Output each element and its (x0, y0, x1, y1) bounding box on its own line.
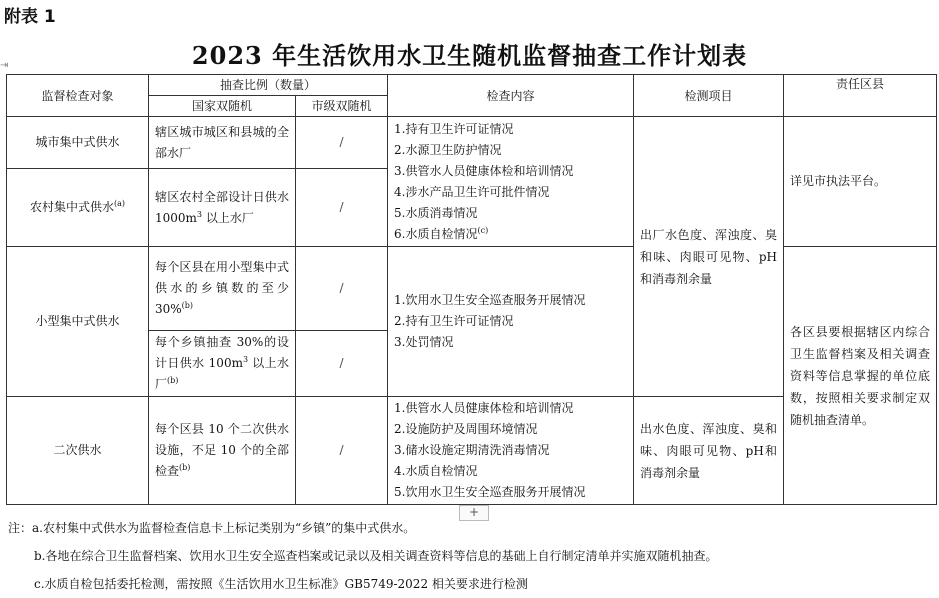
district-central: 详见市执法平台。 (784, 117, 937, 247)
content-central-item: 2.水源卫生防护情况 (394, 142, 502, 157)
city-small-1: / (296, 247, 388, 331)
footnote-line-c: c.水质自检包括委托检测，需按照《生活饮用水卫生标准》GB5749-2022 相关要求进行检测 (34, 577, 528, 591)
city-urban: / (296, 117, 388, 169)
page-title: 2023 年生活饮用水卫生随机监督抽查工作计划表 (191, 41, 748, 70)
city-rural: / (296, 169, 388, 247)
content-small-item: 3.处罚情况 (394, 335, 454, 349)
national-rural: 辖区农村全部设计日供水 $1000m^3$ 以上水厂 (149, 169, 296, 247)
footnote-b: (b) (181, 301, 194, 310)
footnote-line-b: b.各地在综合卫生监督档案、饮用水卫生安全巡查档案或记录以及相关调查资料等信息的基础上自行制定清单并实施双随机抽查。 (34, 549, 718, 563)
header-city: 市级双随机 (296, 96, 388, 117)
appendix-label: 附表 1 (4, 7, 56, 27)
content-central-item: 6.水质自检情况$^{(c)}$ (394, 225, 489, 241)
header-content: 检查内容 (388, 75, 634, 117)
footnotes (8, 514, 718, 598)
content-central-item: 4.涉水产品卫生许可批件情况 (394, 184, 550, 199)
national-small-1: 每个区县在用小型集中式供水的乡镇数的至少 30%$^{(b)}$ (149, 247, 296, 331)
national-secondary: 每个区县 10 个二次供水设施，不足 10 个的全部检查$^{(b)}$ (149, 397, 296, 505)
footnote-c: (c) (477, 225, 489, 235)
content-central-item: 3.供管水人员健康体检和培训情况 (394, 163, 574, 178)
add-row-button[interactable]: + (459, 505, 489, 521)
content-secondary-item: 4.水质自检情况 (394, 464, 478, 478)
district-rest: 各区县要根据辖区内综合卫生监督档案及相关调查资料等信息掌握的单位底数，按照相关要求制定双随机抽查清单。 (784, 247, 937, 505)
header-ratio: 抽查比例（数量） (149, 75, 388, 96)
items-plant: 出厂水色度、浑浊度、臭和味、肉眼可见物、pH和消毒剂余量 (634, 117, 784, 397)
footnote-line-a: 注：a.农村集中式供水为监督检查信息卡上标记类别为“乡镇”的集中式供水。 (8, 521, 416, 535)
city-small-2: / (296, 331, 388, 397)
content-secondary-item: 2.设施防护及周围环境情况 (394, 422, 538, 436)
content-central-item: 5.水质消毒情况 (394, 205, 478, 220)
footnote-b: (b) (179, 463, 191, 472)
footnote-b: (b) (167, 376, 179, 385)
national-small-2: 每个乡镇抽查 30%的设计日供水 $100m^3$ 以上水厂$^{(b)}$ (149, 331, 296, 397)
footnote-a: (a) (114, 199, 126, 208)
content-small-item: 2.持有卫生许可证情况 (394, 314, 514, 328)
content-secondary (388, 397, 634, 505)
items-secondary: 出水色度、浑浊度、臭和味、肉眼可见物、pH和消毒剂余量 (634, 397, 784, 505)
content-secondary-item: 3.储水设施定期清洗消毒情况 (394, 443, 550, 457)
header-items: 检测项目 (634, 75, 784, 117)
content-small-item: 1.饮用水卫生安全巡查服务开展情况 (394, 293, 586, 307)
content-central-item: 1.持有卫生许可证情况 (394, 121, 514, 136)
national-urban: 辖区城市城区和县城的全部水厂 (149, 117, 296, 169)
object-small: 小型集中式供水 (7, 247, 149, 397)
header-object: 监督检查对象 (7, 75, 149, 117)
header-district: 责任区县 (784, 75, 937, 117)
content-secondary-item: 1.供管水人员健康体检和培训情况 (394, 401, 574, 415)
row-resize-icon[interactable]: ⇥ (0, 60, 9, 71)
inspection-plan-table (6, 74, 937, 505)
content-secondary-item: 5.饮用水卫生安全巡查服务开展情况 (394, 485, 586, 499)
content-central (388, 117, 634, 247)
object-secondary: 二次供水 (7, 397, 149, 505)
object-urban: 城市集中式供水 (7, 117, 149, 169)
object-rural: 农村集中式供水$^{(a)}$ (7, 169, 149, 247)
city-secondary: / (296, 397, 388, 505)
content-small (388, 247, 634, 397)
header-national: 国家双随机 (149, 96, 296, 117)
